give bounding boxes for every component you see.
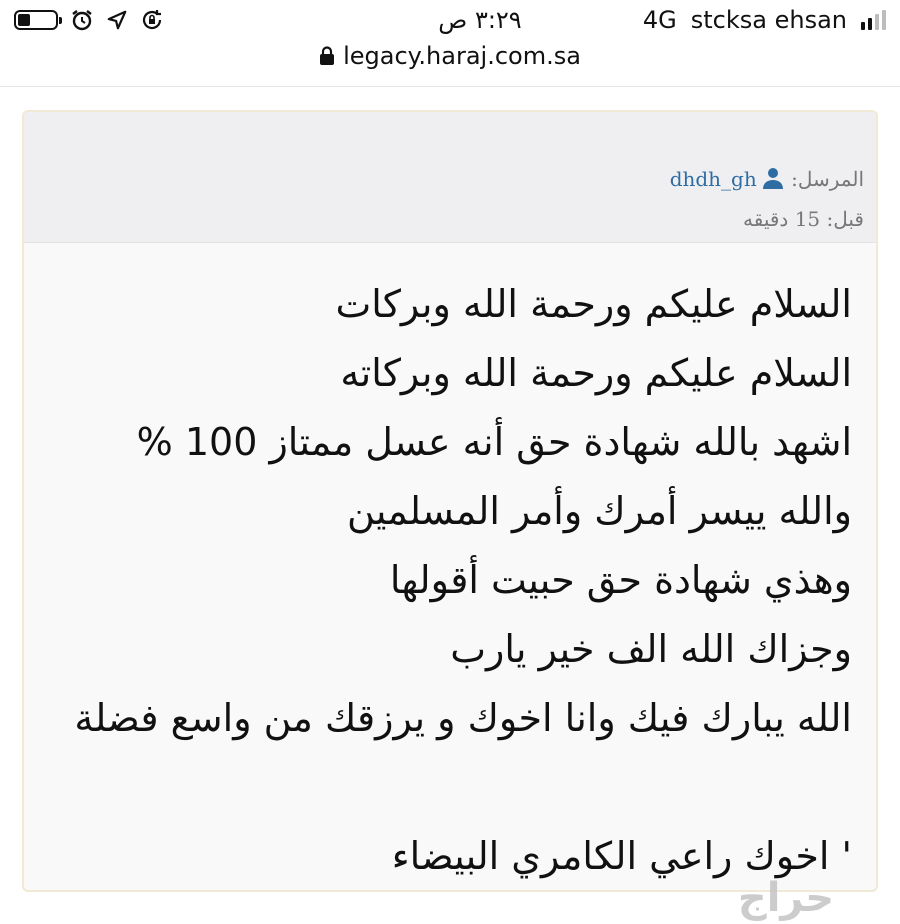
network-type: 4G <box>642 6 677 34</box>
sender-label: المرسل: <box>791 167 864 191</box>
url-bar[interactable] <box>0 42 900 72</box>
post-time: قبل: 15 دقيقه <box>743 207 864 231</box>
post-blank-line <box>74 753 852 822</box>
post-line: السلام عليكم ورحمة الله وبركات <box>335 282 852 326</box>
post-header <box>24 112 876 243</box>
carrier-name: stcksa ehsan <box>690 6 847 34</box>
post-line: السلام عليكم ورحمة الله وبركاته <box>340 351 852 395</box>
username-link[interactable]: dhdh_gh <box>669 167 757 191</box>
lock-icon <box>319 44 335 72</box>
status-time: ٣:٢٩ ص <box>438 6 522 34</box>
status-icons-right <box>643 6 886 34</box>
post-line: اشهد بالله شهادة حق أنه عسل ممتاز 100 % <box>136 420 852 464</box>
post-sender-line <box>670 167 864 194</box>
post-card <box>22 110 878 892</box>
post-line: ' اخوك راعي الكامري البيضاء <box>391 834 852 878</box>
url-text[interactable]: legacy.haraj.com.sa <box>343 42 581 70</box>
haraj-watermark-logo: حراج <box>737 875 835 921</box>
post-body <box>74 270 852 891</box>
post-line: وجزاك الله الف خير يارب <box>450 627 852 671</box>
signal-icon <box>861 10 886 30</box>
post-line: والله ييسر أمرك وأمر المسلمين <box>346 489 852 533</box>
user-icon <box>763 167 783 194</box>
status-bar <box>0 0 900 44</box>
post-line: وهذي شهادة حق حبيت أقولها <box>389 558 852 602</box>
post-line: الله يبارك فيك وانا اخوك و يرزقك من واسع فضلة <box>74 696 852 740</box>
toolbar-divider <box>0 86 900 87</box>
